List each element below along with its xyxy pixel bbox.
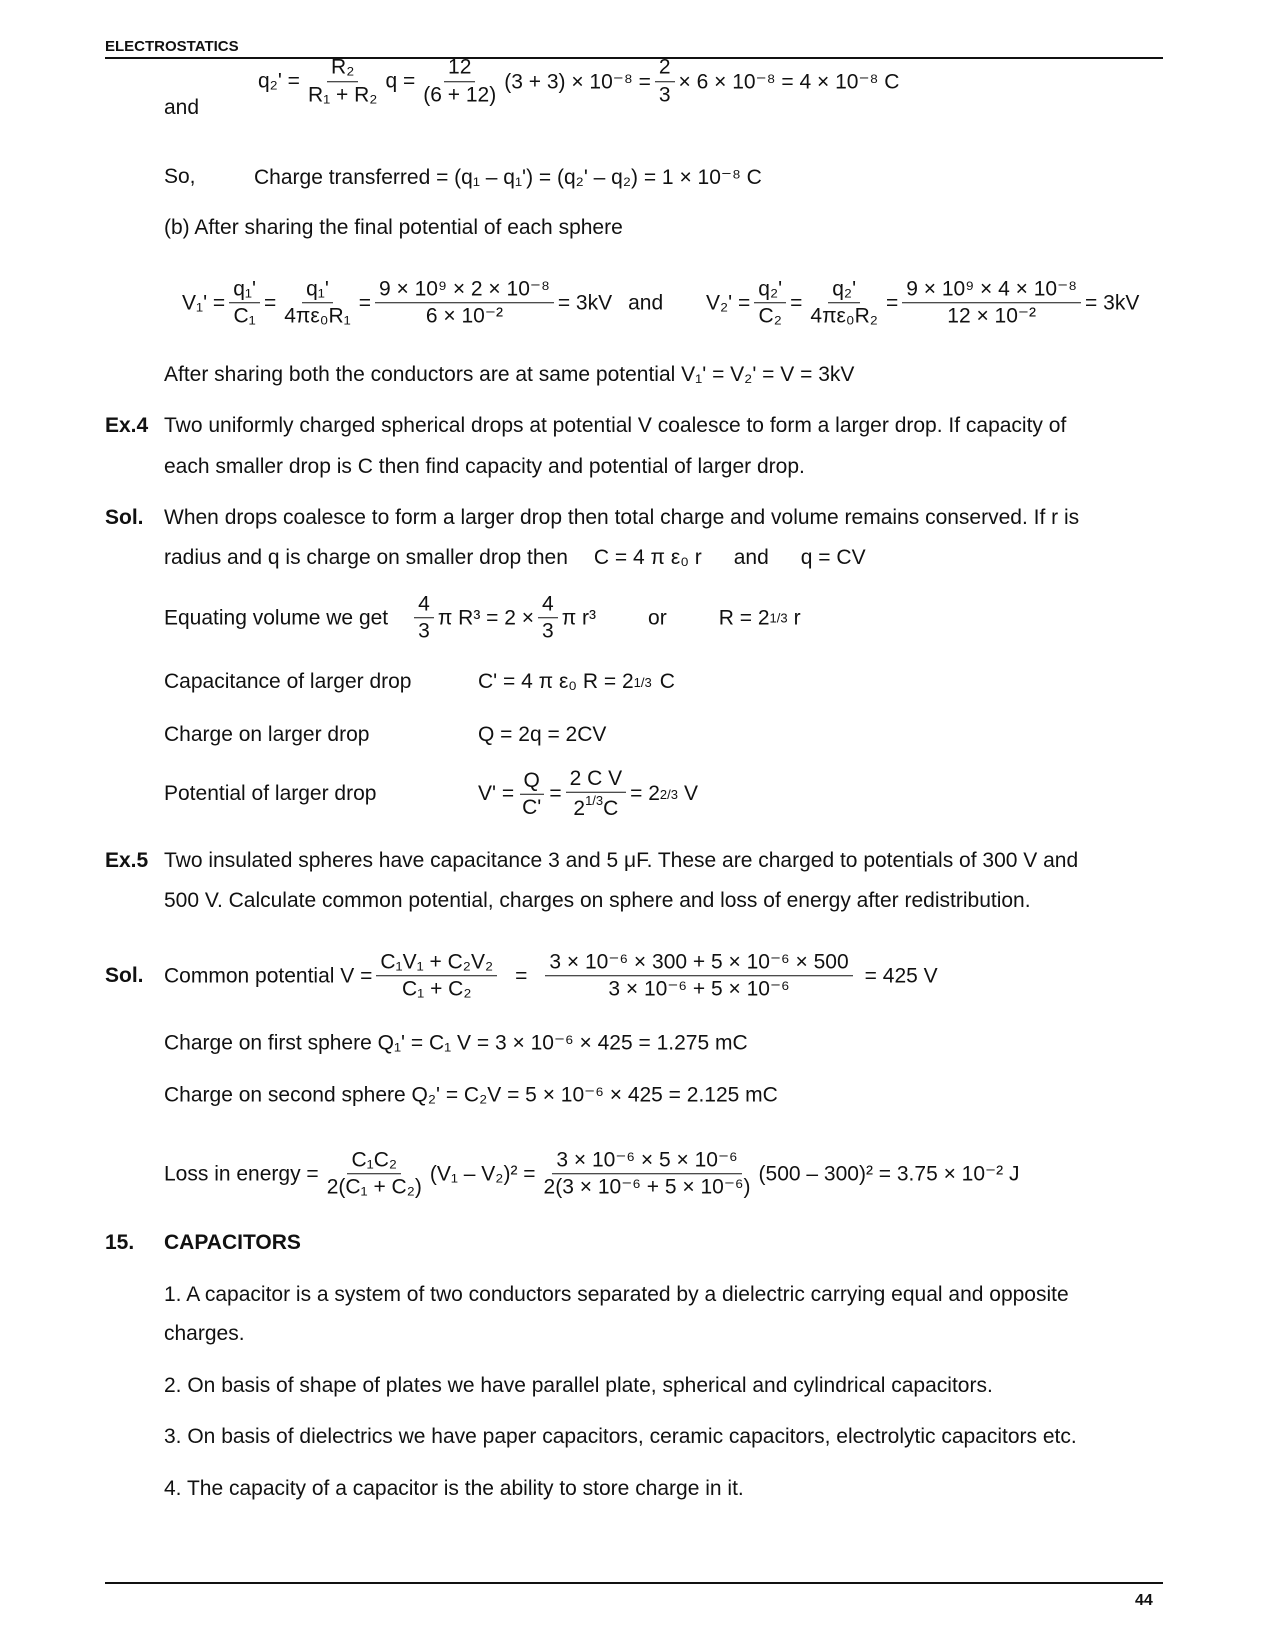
after-sharing-text: After sharing both the conductors are at same potential V₁' = V₂' = V = 3kV <box>164 363 855 386</box>
sol4-line: When drops coalesce to form a larger drop then total charge and volume remains conserved. If r is <box>164 506 1080 529</box>
common-potential-line: Common potential V = $\frac{\text{C₁V₁ + C₂V₂}}{\text{C₁ + C₂}}$ = $\frac{\text{3 × 10⁻⁶ × 300 + 5 × 10⁻⁶ × 500}}{\text{3 × 10⁻⁶ + 5 × 10⁻⁶}}$ = 425 V <box>164 950 938 1001</box>
page-number: 44 <box>1135 1592 1153 1609</box>
ex4-line: Two uniformly charged spherical drops at potential V coalesce to form a larger drop. If capacity of <box>164 414 1067 437</box>
charge-first-sphere: Charge on first sphere Q₁' = C₁ V = 3 × 10⁻⁶ × 425 = 1.275 mC <box>164 1031 748 1055</box>
fraction: $\frac{2}{3}$ <box>655 55 675 109</box>
example-label: Ex.5 <box>105 849 149 872</box>
solution-label: Sol. <box>105 964 144 987</box>
part-b-text: (b) After sharing the final potential of each sphere <box>164 216 623 239</box>
example-label: Ex.4 <box>105 414 149 437</box>
equation-v2-prime: V₂' = $\frac{\text{q₂'}}{\text{C₂}}$ = $\frac{\text{q₂'}}{\text{4πε₀R₂}}$ = $\frac{\text{9 × 10⁹ × 4 × 10⁻⁸}}{\text{12 × 10⁻²}}$ = 3kV <box>706 277 1140 328</box>
text: q₂' = <box>258 69 300 93</box>
text: × 6 × 10⁻⁸ = 4 × 10⁻⁸ C <box>678 69 900 93</box>
text: (3 + 3) × 10⁻⁸ = <box>504 69 651 93</box>
ex5-line: 500 V. Calculate common potential, charges on sphere and loss of energy after redistribution. <box>164 889 1031 912</box>
text: q = <box>385 69 416 93</box>
sol4-line: radius and q is charge on smaller drop then C = 4 π ε₀ r and q = CV <box>164 546 866 569</box>
text: Charge transferred = (q₁ – q₁') = (q₂' – q₂) = 1 × 10⁻⁸ C <box>254 165 762 189</box>
solution-label: Sol. <box>105 506 144 529</box>
point-4: 4. The capacity of a capacitor is the ability to store charge in it. <box>164 1477 744 1500</box>
point-1-cont: charges. <box>164 1322 245 1345</box>
point-2: 2. On basis of shape of plates we have parallel plate, spherical and cylindrical capacitors. <box>164 1374 993 1397</box>
fraction: $\frac{12}{(6 + 12)}$ <box>423 55 497 106</box>
charge-second-sphere: Charge on second sphere Q₂' = C₂V = 5 × 10⁻⁶ × 425 = 2.125 mC <box>164 1083 778 1107</box>
text: and <box>164 96 200 119</box>
footer-rule <box>105 1582 1163 1584</box>
point-3: 3. On basis of dielectrics we have paper capacitors, ceramic capacitors, electrolytic capacitors etc. <box>164 1425 1077 1448</box>
fraction: $\frac{\text{R₂}}{\text{R₁ + R₂}}$ <box>307 55 378 106</box>
section-title: CAPACITORS <box>164 1231 301 1254</box>
section-number: 15. <box>105 1231 135 1254</box>
loss-in-energy-line: Loss in energy = $\frac{\text{C₁C₂}}{\text{2(C₁ + C₂)}}$ (V₁ – V₂)² = $\frac{\text{3 × 10⁻⁶ × 5 × 10⁻⁶}}{\text{2(3 × 10⁻⁶ + 5 × 10⁻⁶)}}$ (500 – 300)² = 3.75 × 10⁻² J <box>164 1148 1020 1199</box>
equation-v1-prime: V₁' = $\frac{\text{q₁'}}{\text{C₁}}$ = $\frac{\text{q₁'}}{\text{4πε₀R₁}}$ = $\frac{\text{9 × 10⁹ × 2 × 10⁻⁸}}{\text{6 × 10⁻²}}$ = 3kV and <box>182 277 664 328</box>
point-1: 1. A capacitor is a system of two conductors separated by a dielectric carrying equal and opposite <box>164 1283 1069 1306</box>
text: So, <box>164 165 196 188</box>
ex4-line: each smaller drop is C then find capacity and potential of larger drop. <box>164 455 805 478</box>
charge-line: Charge on larger drop Q = 2q = 2CV <box>164 723 607 746</box>
capacitance-line: Capacitance of larger drop C' = 4 π ε₀ R = 2 1/3 C <box>164 670 675 693</box>
ex5-line: Two insulated spheres have capacitance 3 and 5 μF. These are charged to potentials of 300 V and <box>164 849 1079 872</box>
potential-line: Potential of larger drop V' = $\frac{Q}{C'}$ = $\frac{\text{2 C V}}{2^{1/3}C}$ = 2 2/3 V <box>164 766 698 820</box>
running-header: ELECTROSTATICS <box>105 38 239 55</box>
equating-volume-line: Equating volume we get 4 3 π R³ = 2 × $\frac{4}{3}$ π r³ or R = 2 1/3 r <box>164 592 801 643</box>
